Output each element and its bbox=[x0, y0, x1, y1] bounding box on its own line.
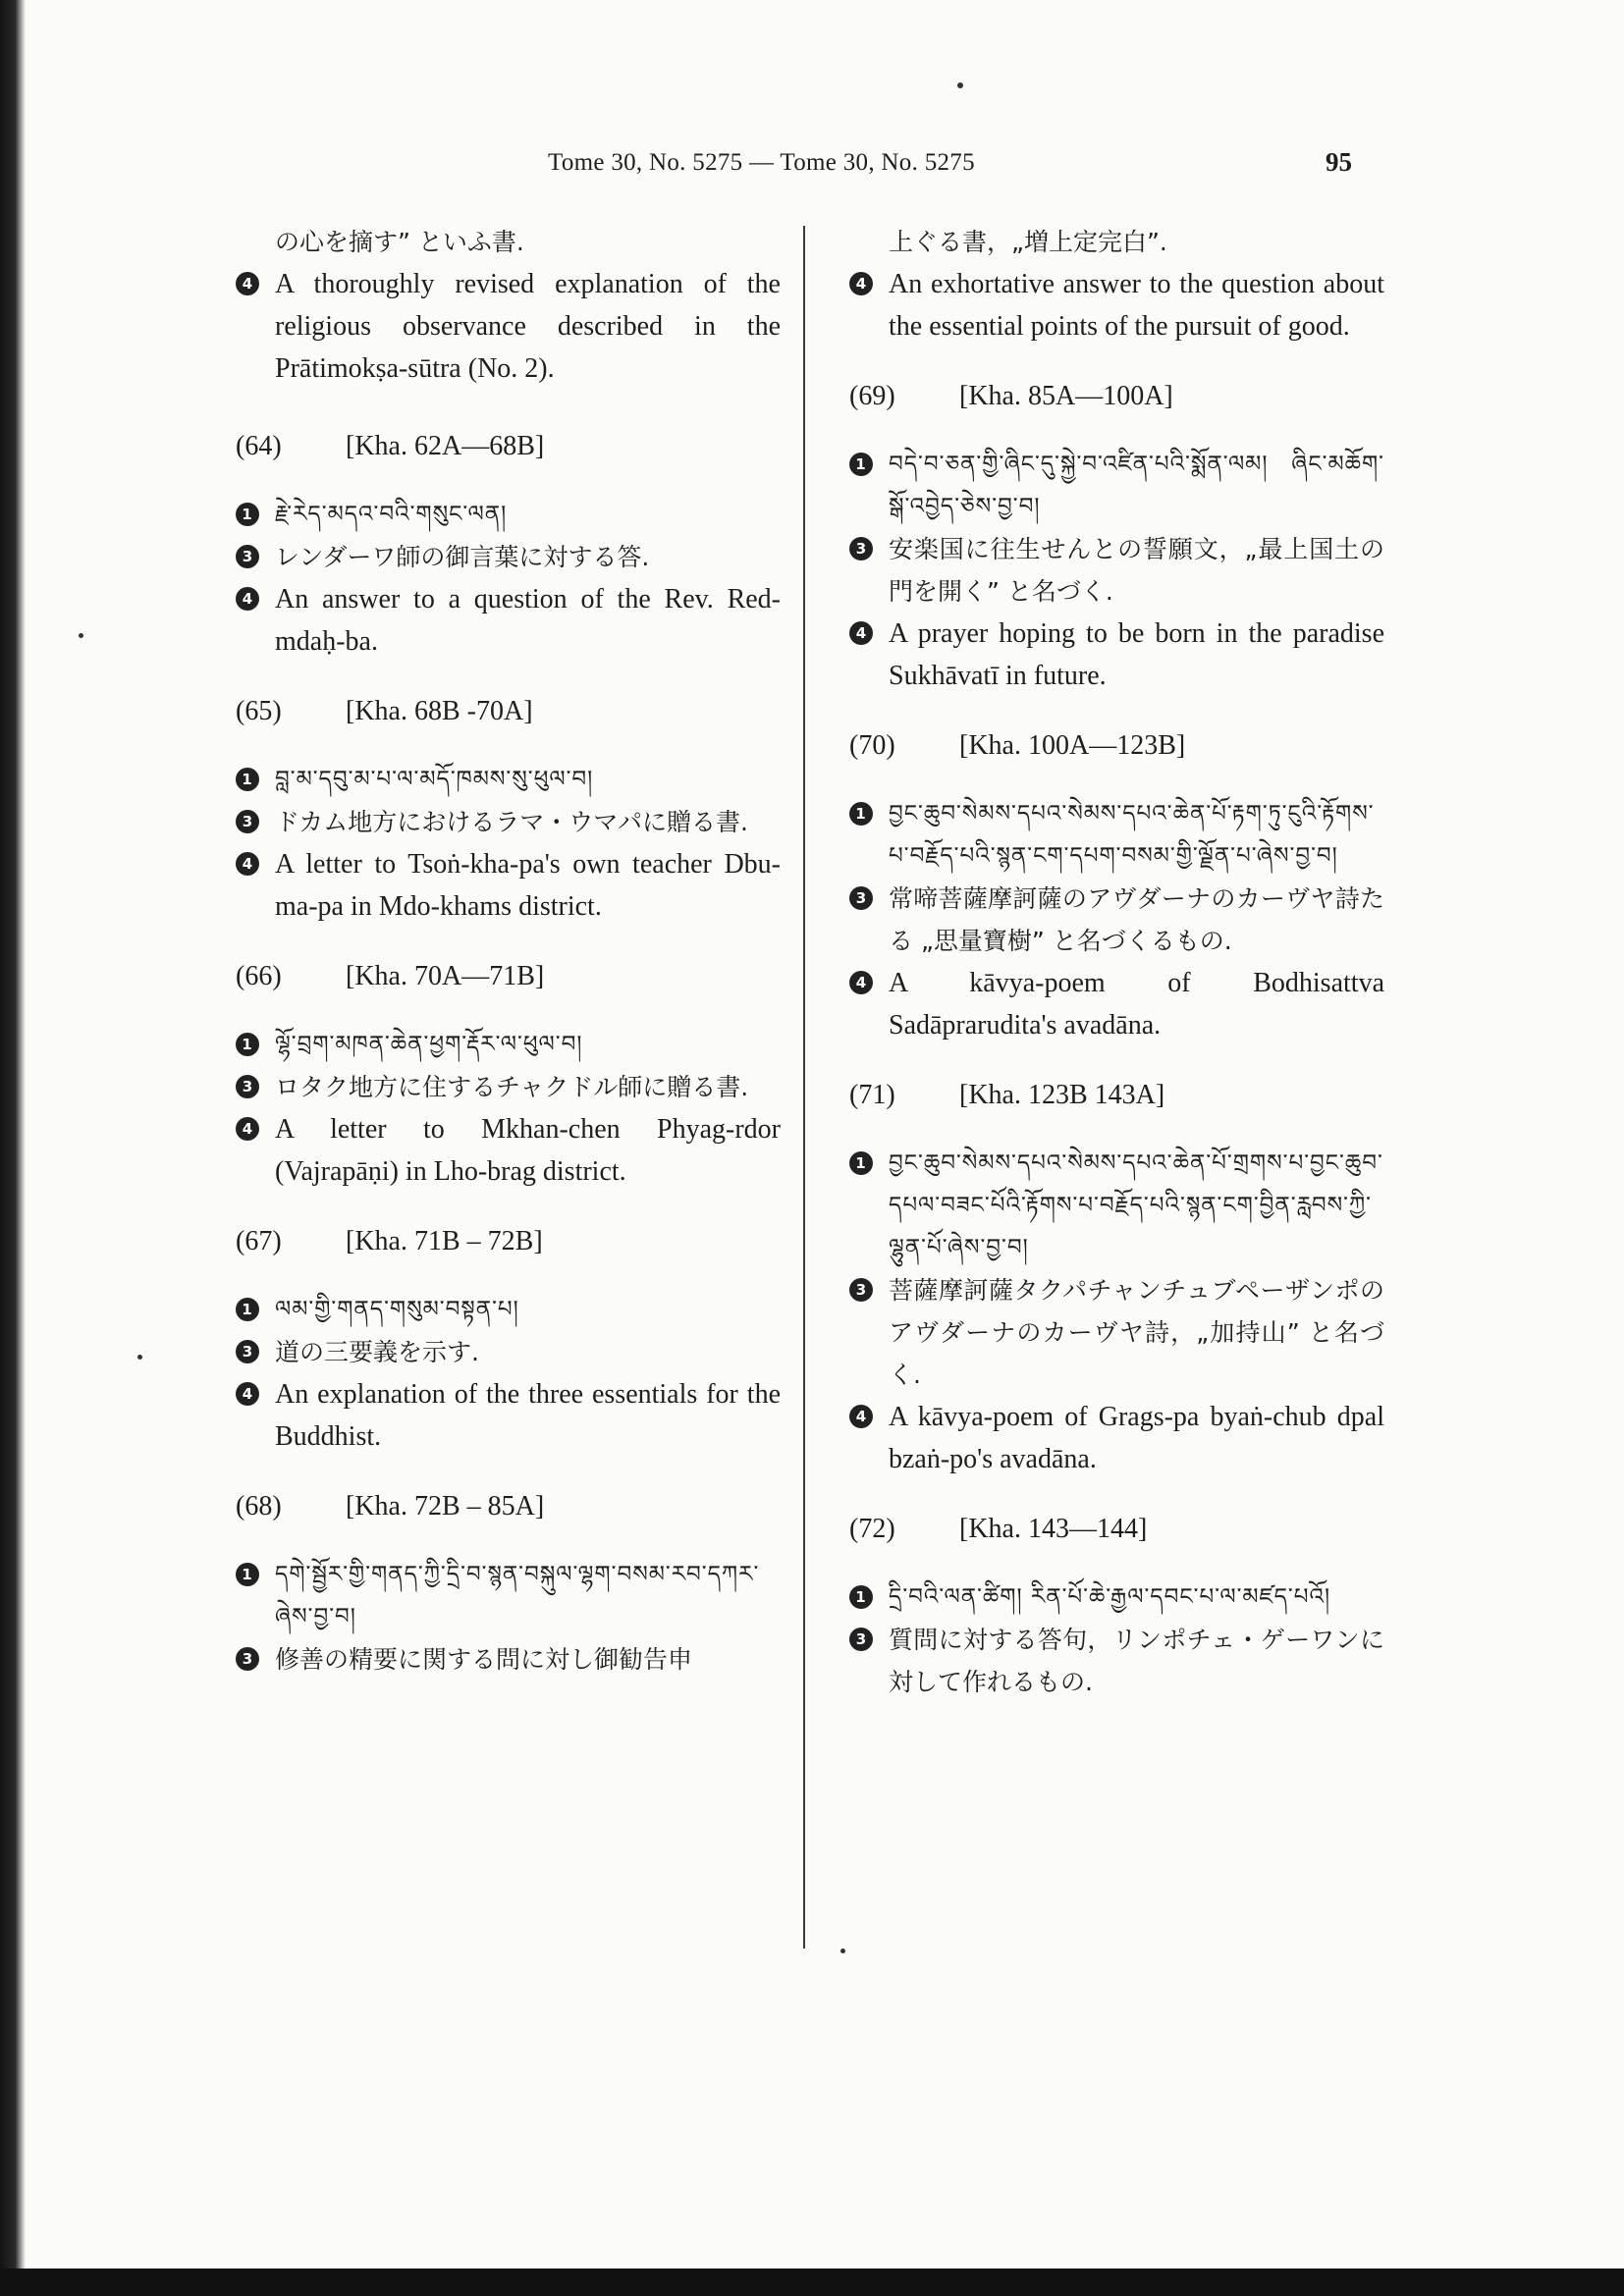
marker-3-icon: 3 bbox=[849, 886, 873, 910]
entry-number-row bbox=[849, 375, 1384, 422]
marker-3-icon: 3 bbox=[236, 1647, 259, 1671]
entry-number: (69) bbox=[849, 381, 895, 411]
marker-1-icon: 1 bbox=[849, 1151, 873, 1175]
tibetan-title: 1 རྗེ་རེད་མདའ་བའི་གསུང་ལན། bbox=[236, 494, 781, 536]
english-description: 4 An exhortative answer to the question about the essential points of the pursuit of good. bbox=[849, 263, 1384, 347]
entry-number-row bbox=[236, 1485, 781, 1532]
catalog-entry-68 bbox=[236, 1485, 781, 1681]
entry-number-row bbox=[236, 690, 781, 737]
japanese-title: 3 安楽国に往生せんとの誓願文，„最上国土の門を開く” と名づく. bbox=[849, 528, 1384, 613]
column-divider bbox=[803, 226, 805, 1949]
marker-4-icon: 4 bbox=[236, 587, 259, 611]
marker-1-icon: 1 bbox=[236, 503, 259, 526]
entry-number-row bbox=[236, 955, 781, 1002]
catalog-entry-69 bbox=[849, 375, 1384, 697]
tibetan-title: 1 བླ་མ་དབུ་མ་པ་ལ་མདོ་ཁམས་སུ་ཕུལ་བ། bbox=[236, 759, 781, 801]
entry-number: (71) bbox=[849, 1080, 895, 1110]
english-description: 4 An explanation of the three essentials for the Buddhist. bbox=[236, 1373, 781, 1458]
marker-1-icon: 1 bbox=[236, 1033, 259, 1056]
catalog-entry-71 bbox=[849, 1074, 1384, 1480]
running-header bbox=[0, 143, 1624, 183]
folio-reference: [Kha. 71B – 72B] bbox=[346, 1226, 543, 1256]
tibetan-title: 1 བདེ་བ་ཅན་གྱི་ཞིང་དུ་སྐྱེ་བ་འཛིན་པའི་སྨོན་ལམ། ཞིང་མཆོག་སྒོ་འབྱེད་ཅེས་བྱ་བ། bbox=[849, 444, 1384, 528]
marker-4-icon: 4 bbox=[849, 1405, 873, 1428]
english-description: 4 A letter to Tsoṅ-kha-pa's own teacher Dbu-ma-pa in Mdo-khams district. bbox=[236, 843, 781, 928]
entry-number-row bbox=[849, 1508, 1384, 1555]
marker-3-icon: 3 bbox=[236, 810, 259, 833]
marker-3-icon: 3 bbox=[849, 1278, 873, 1302]
catalog-entry-65 bbox=[236, 690, 781, 928]
japanese-title: 3 修善の精要に関する問に対し御勧告申 bbox=[236, 1638, 781, 1681]
japanese-title: 3 レンダーワ師の御言葉に対する答. bbox=[236, 536, 781, 578]
tibetan-title: 1 ལྷོ་བྲག་མཁན་ཆེན་ཕྱག་རྡོར་ལ་ཕུལ་བ། bbox=[236, 1024, 781, 1066]
catalog-entry-66 bbox=[236, 955, 781, 1193]
right-column bbox=[849, 221, 1384, 1703]
japanese-title: 3 ロタク地方に住するチャクドル師に贈る書. bbox=[236, 1066, 781, 1108]
continued-entry bbox=[236, 221, 781, 390]
catalog-entry-72 bbox=[849, 1508, 1384, 1703]
english-description: 4 A kāvya-poem of Grags-pa byaṅ-chub dpal bzaṅ-po's avadāna. bbox=[849, 1396, 1384, 1480]
scan-binding-shadow bbox=[0, 0, 26, 2296]
folio-reference: [Kha. 85A—100A] bbox=[959, 381, 1173, 411]
entry-number: (68) bbox=[236, 1491, 282, 1522]
folio-reference: [Kha. 143—144] bbox=[959, 1514, 1148, 1544]
entry-number-row bbox=[236, 425, 781, 472]
english-description: 4 A letter to Mkhan-chen Phyag-rdor (Vajrapāṇi) in Lho-brag district. bbox=[236, 1108, 781, 1193]
marker-3-icon: 3 bbox=[236, 545, 259, 568]
marker-1-icon: 1 bbox=[236, 768, 259, 791]
marker-4-icon: 4 bbox=[849, 971, 873, 994]
catalog-entry-64 bbox=[236, 425, 781, 663]
scan-speck bbox=[957, 82, 963, 88]
japanese-title-tail: 上ぐる書，„増上定完白”. bbox=[889, 228, 1167, 256]
entry-number: (66) bbox=[236, 961, 282, 991]
marker-1-icon: 1 bbox=[236, 1298, 259, 1321]
japanese-title-tail: の心を摘す” といふ書. bbox=[275, 228, 524, 256]
folio-reference: [Kha. 68B -70A] bbox=[346, 696, 533, 726]
scan-speck bbox=[79, 633, 83, 638]
marker-4-icon: 4 bbox=[849, 272, 873, 295]
left-column bbox=[236, 221, 781, 1681]
marker-4-icon: 4 bbox=[236, 1382, 259, 1406]
marker-1-icon: 1 bbox=[849, 802, 873, 826]
scan-bottom-edge bbox=[0, 2269, 1624, 2296]
japanese-title: 3 ドカム地方におけるラマ・ウマパに贈る書. bbox=[236, 801, 781, 843]
scan-speck bbox=[840, 1949, 845, 1953]
scan-speck bbox=[137, 1355, 142, 1360]
continued-entry bbox=[849, 221, 1384, 347]
entry-number-row bbox=[236, 1220, 781, 1267]
page-number: 95 bbox=[1326, 147, 1352, 177]
marker-3-icon: 3 bbox=[849, 537, 873, 561]
marker-3-icon: 3 bbox=[236, 1075, 259, 1098]
marker-1-icon: 1 bbox=[849, 453, 873, 476]
marker-3-icon: 3 bbox=[236, 1340, 259, 1363]
english-description: 4 A kāvya-poem of Bodhisattva Sadāprarudita's avadāna. bbox=[849, 962, 1384, 1046]
folio-reference: [Kha. 62A—68B] bbox=[346, 431, 545, 461]
tibetan-title: 1 དགེ་སྦྱོར་གྱི་གནད་ཀྱི་དྲི་བ་སྙན་བསྐུལ་ལྷག་བསམ་རབ་དཀར་ཞེས་བྱ་བ། bbox=[236, 1554, 781, 1638]
tibetan-title: 1 བྱང་ཆུབ་སེམས་དཔའ་སེམས་དཔའ་ཆེན་པོ་རྟག་ཏུ་ངུའི་རྟོགས་པ་བརྗོད་པའི་སྙན་ངག་དཔག་བསམ་གྱི་ལྗོན་པ་ཞེས་བྱ་བ། bbox=[849, 793, 1384, 878]
english-description: 4 A prayer hoping to be born in the paradise Sukhāvatī in future. bbox=[849, 613, 1384, 697]
folio-reference: [Kha. 70A—71B] bbox=[346, 961, 545, 991]
entry-number-row bbox=[849, 1074, 1384, 1121]
japanese-title: 3 菩薩摩訶薩タクパチャンチュブペーザンポのアヴダーナのカーヴヤ詩，„加持山” と名づく. bbox=[849, 1269, 1384, 1396]
english-description: 4 An answer to a question of the Rev. Red-mdaḥ-ba. bbox=[236, 578, 781, 663]
tibetan-title: 1 བྱང་ཆུབ་སེམས་དཔའ་སེམས་དཔའ་ཆེན་པོ་གྲགས་པ་བྱང་ཆུབ་དཔལ་བཟང་པོའི་རྟོགས་པ་བརྗོད་པའི་སྙན་ངག་བྱིན་རླབས་ཀྱི་ལྷུན་པོ་ཞེས་བྱ་བ། bbox=[849, 1143, 1384, 1269]
catalog-entry-67 bbox=[236, 1220, 781, 1458]
japanese-title: 3 道の三要義を示す. bbox=[236, 1331, 781, 1373]
tibetan-title: 1 ལམ་གྱི་གནད་གསུམ་བསྟན་པ། bbox=[236, 1289, 781, 1331]
marker-4-icon: 4 bbox=[236, 852, 259, 876]
running-title: Tome 30, No. 5275 — Tome 30, No. 5275 bbox=[548, 149, 975, 176]
marker-3-icon: 3 bbox=[849, 1628, 873, 1651]
marker-1-icon: 1 bbox=[849, 1585, 873, 1609]
entry-number: (67) bbox=[236, 1226, 282, 1256]
japanese-title: 3 常啼菩薩摩訶薩のアヴダーナのカーヴヤ詩たる „思量寶樹” と名づくるもの. bbox=[849, 878, 1384, 962]
japanese-title: 3 質問に対する答句，リンポチェ・ゲーワンに対して作れるもの. bbox=[849, 1619, 1384, 1703]
folio-reference: [Kha. 123B 143A] bbox=[959, 1080, 1165, 1110]
entry-number: (64) bbox=[236, 431, 282, 461]
entry-number: (70) bbox=[849, 730, 895, 761]
folio-reference: [Kha. 72B – 85A] bbox=[346, 1491, 545, 1522]
entry-number-row bbox=[849, 724, 1384, 772]
english-description: 4 A thoroughly revised explanation of the religious observance described in the Prātimokṣa-sūtra (No. 2). bbox=[236, 263, 781, 390]
catalog-entry-70 bbox=[849, 724, 1384, 1046]
entry-number: (72) bbox=[849, 1514, 895, 1544]
marker-4-icon: 4 bbox=[849, 621, 873, 645]
marker-4-icon: 4 bbox=[236, 1117, 259, 1141]
tibetan-title: 1 དྲི་བའི་ལན་ཚིག། རིན་པོ་ཆེ་རྒྱལ་དབང་པ་ལ་མཛད་པའོ། bbox=[849, 1576, 1384, 1619]
entry-number: (65) bbox=[236, 696, 282, 726]
marker-4-icon: 4 bbox=[236, 272, 259, 295]
folio-reference: [Kha. 100A—123B] bbox=[959, 730, 1186, 761]
marker-1-icon: 1 bbox=[236, 1563, 259, 1586]
